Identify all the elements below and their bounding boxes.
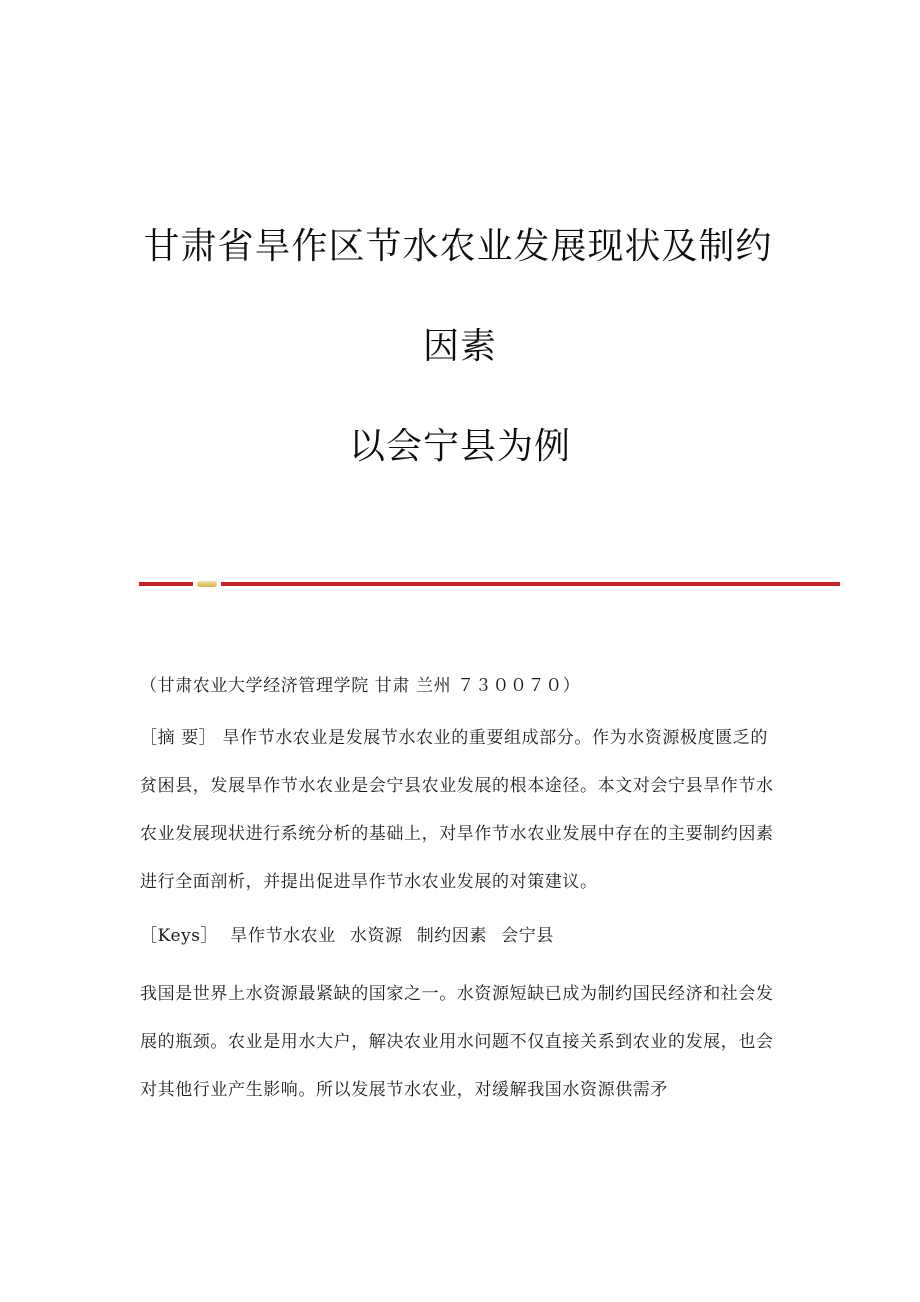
abstract (140, 714, 780, 906)
divider-bar-left (139, 582, 193, 586)
keyword-item: 水资源 (349, 926, 403, 946)
title-line-1: 甘肃省旱作区节水农业发展现状及制约 (143, 226, 773, 267)
keywords-label: ［Keys］ (140, 926, 219, 946)
divider-bar-right (221, 582, 840, 586)
keyword-item: 旱作节水农业 (230, 926, 336, 946)
title-divider (139, 581, 840, 587)
author-affiliation: （甘肃农业大学经济管理学院 甘肃 兰州 ７３００７０） (140, 676, 581, 696)
divider-ornament-icon (197, 581, 217, 587)
keyword-item: 会宁县 (501, 926, 554, 946)
title-line-2: 因素 (422, 326, 497, 367)
abstract-text: 旱作节水农业是发展节水农业的重要组成部分。作为水资源极度匮乏的贫困县，发展旱作节水农业是会宁县农业发展的根本途径。本文对会宁县旱作节水农业发展现状进行系统分析的基础上，对旱作节水农业发展中存在的主要制约因素进行全面剖析，并提出促进旱作节水农业发展的对策建议。 (140, 728, 774, 892)
keyword-item: 制约因素 (416, 926, 488, 946)
abstract-label: ［摘 要］ (140, 728, 217, 748)
body-paragraph: 我国是世界上水资源最紧缺的国家之一。水资源短缺已成为制约国民经济和社会发展的瓶颈。农业是用水大户，解决农业用水问题不仅直接关系到农业的发展，也会对其他行业产生影响。所以发展节水农业，对缓解我国水资源供需矛 (140, 984, 774, 1100)
keywords (140, 912, 780, 960)
subtitle: 以会宁县为例 (348, 426, 571, 467)
